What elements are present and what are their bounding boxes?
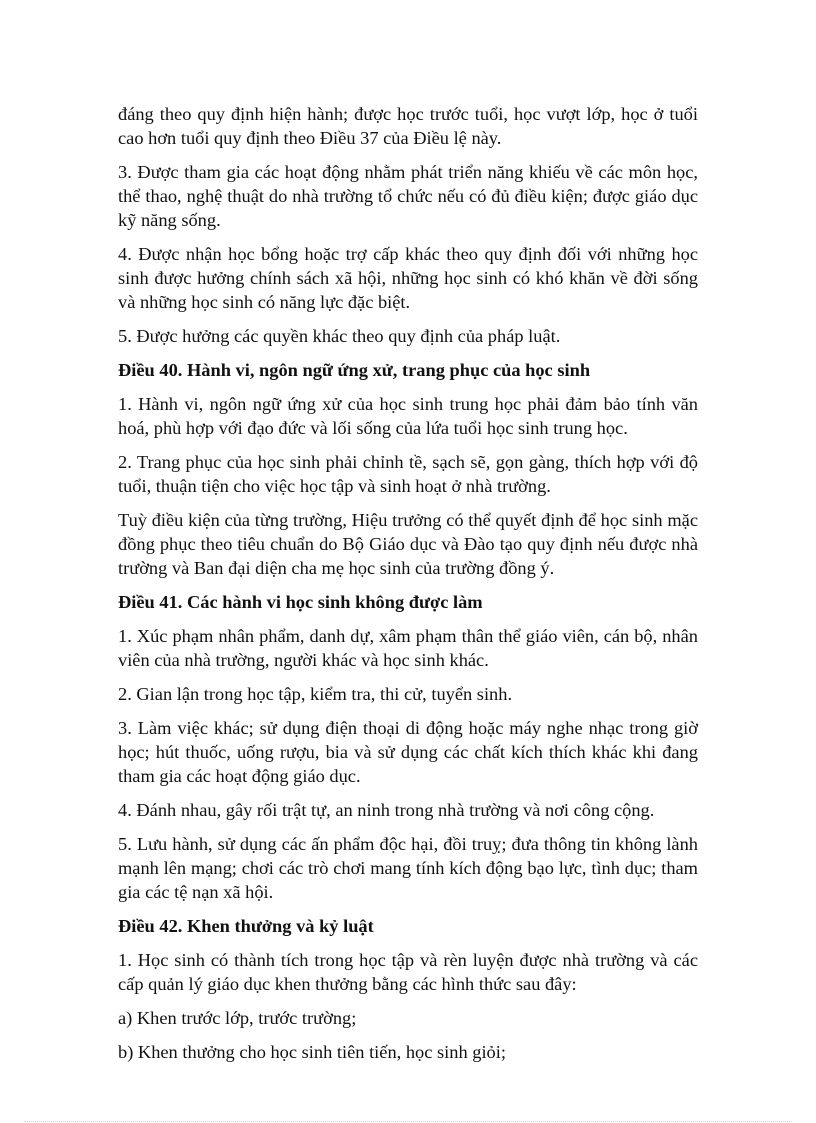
paragraph-continuation: đáng theo quy định hiện hành; được học trước tuổi, học vượt lớp, học ở tuổi cao hơn tuổi quy định theo Điều 37 của Điều lệ này. — [118, 104, 698, 148]
page-bottom-divider — [24, 1121, 792, 1122]
paragraph-41-5: 5. Lưu hành, sử dụng các ấn phẩm độc hại, đồi truỵ; đưa thông tin không lành mạnh lên mạng; chơi các trò chơi mang tính kích động bạo lực, tình dục; tham gia các tệ nạn xã hội. — [118, 834, 698, 902]
paragraph-42-1a: a) Khen trước lớp, trước trường; — [118, 1008, 357, 1028]
paragraph-right-4: 4. Được nhận học bổng hoặc trợ cấp khác theo quy định đối với những học sinh được hưởng chính sách xã hội, những học sinh có khó khăn về đời sống và những học sinh có năng lực đặc biệt. — [118, 244, 698, 312]
document-page — [118, 102, 698, 1074]
paragraph-right-5: 5. Được hưởng các quyền khác theo quy định của pháp luật. — [118, 326, 561, 346]
heading-article-42: Điều 42. Khen thưởng và kỷ luật — [118, 916, 374, 936]
paragraph-40-uniform: Tuỳ điều kiện của từng trường, Hiệu trưởng có thể quyết định để học sinh mặc đồng phục theo tiêu chuẩn do Bộ Giáo dục và Đào tạo quy định nếu được nhà trường và Ban đại diện cha mẹ học sinh của trường đồng ý. — [118, 510, 698, 578]
paragraph-42-1b: b) Khen thưởng cho học sinh tiên tiến, học sinh giỏi; — [118, 1042, 506, 1062]
heading-article-40: Điều 40. Hành vi, ngôn ngữ ứng xử, trang phục của học sinh — [118, 360, 591, 380]
paragraph-right-3: 3. Được tham gia các hoạt động nhằm phát triển năng khiếu về các môn học, thể thao, nghệ thuật do nhà trường tổ chức nếu có đủ điều kiện; được giáo dục kỹ năng sống. — [118, 162, 698, 230]
paragraph-41-2: 2. Gian lận trong học tập, kiểm tra, thi cử, tuyển sinh. — [118, 684, 513, 704]
paragraph-40-1: 1. Hành vi, ngôn ngữ ứng xử của học sinh trung học phải đảm bảo tính văn hoá, phù hợp với đạo đức và lối sống của lứa tuổi học sinh trung học. — [118, 394, 698, 438]
paragraph-41-3: 3. Làm việc khác; sử dụng điện thoại di động hoặc máy nghe nhạc trong giờ học; hút thuốc, uống rượu, bia và sử dụng các chất kích thích khác khi đang tham gia các hoạt động giáo dục. — [118, 718, 698, 786]
paragraph-40-2: 2. Trang phục của học sinh phải chỉnh tề, sạch sẽ, gọn gàng, thích hợp với độ tuổi, thuận tiện cho việc học tập và sinh hoạt ở nhà trường. — [118, 452, 698, 496]
heading-article-41: Điều 41. Các hành vi học sinh không được làm — [118, 592, 483, 612]
paragraph-41-1: 1. Xúc phạm nhân phẩm, danh dự, xâm phạm thân thể giáo viên, cán bộ, nhân viên của nhà trường, người khác và học sinh khác. — [118, 626, 698, 670]
paragraph-41-4: 4. Đánh nhau, gây rối trật tự, an ninh trong nhà trường và nơi công cộng. — [118, 800, 655, 820]
paragraph-42-1: 1. Học sinh có thành tích trong học tập và rèn luyện được nhà trường và các cấp quản lý giáo dục khen thưởng bằng các hình thức sau đây: — [118, 950, 698, 994]
